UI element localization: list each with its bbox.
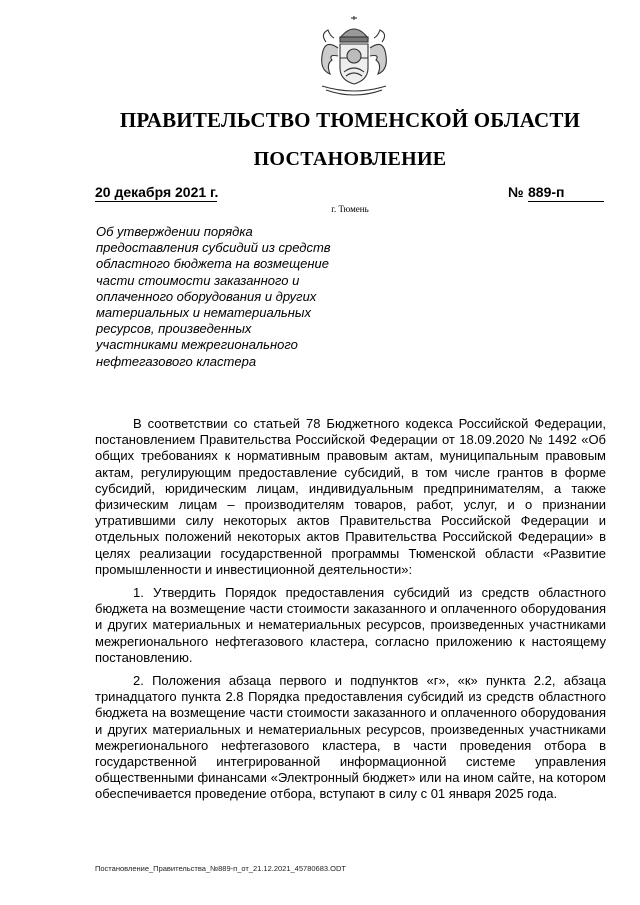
subject-line: Об утверждении порядка	[96, 224, 253, 239]
document-subject	[96, 224, 366, 370]
subject-line: нефтегазового кластера	[96, 353, 257, 369]
subject-line: материальных и нематериальных	[96, 305, 311, 321]
document-type-heading: ПОСТАНОВЛЕНИЕ	[253, 148, 447, 170]
subject-line: областного бюджета на возмещение	[96, 256, 329, 272]
preamble-paragraph: В соответствии со статьей 78 Бюджетного кодекса Российской Федерации, постановлением Правительства Российской Федерации от 18.09.2020 № 1492 «Об общих требованиях к нормативным правовым актам, муниципальным правовым актам, регулирующим предоставление субсидий, в том числе грантов в форме субсидий, юридическим лицам, индивидуальным предпринимателям, а также физическим лицам – производителям товаров, работ, услуг, и о признании утратившими силу некоторых актов Правительства Российской Федерации и отдельных положений некоторых актов Правительства Российской Федерации» в целях реализации государственной программы Тюменской области «Развитие промышленности и инвестиционной деятельности»:	[95, 416, 606, 577]
footer-filename: Постановление_Правительства_№889-п_от_21.12.2021_45780683.ODT	[95, 864, 346, 873]
item-1-paragraph: 1. Утвердить Порядок предоставления субсидий из средств областного бюджета на возмещение части стоимости заказанного и оплаченного оборудования и других материальных и нематериальных ресурсов, произведенных участниками межрегионального нефтегазового кластера, согласно приложению к настоящему постановлению.	[95, 585, 606, 665]
coat-of-arms-tyumen-icon	[310, 16, 398, 102]
subject-line: предоставления субсидий из средств	[96, 240, 331, 256]
document-date: 20 декабря 2021 г.	[95, 184, 219, 200]
item-2-paragraph: 2. Положения абзаца первого и подпунктов «г», «к» пункта 2.2, абзаца тринадцатого пункта 2.8 Порядка предоставления субсидий из средств областного бюджета на возмещение части стоимости заказанного и оплаченного оборудования и других материальных и нематериальных ресурсов, произведенных участниками межрегионального нефтегазового кластера, в части проведения отбора в государственной интегрированной информационной системе управления общественными финансами «Электронный бюджет» или на ином сайте, на котором обеспечивается проведение отбора, вступают в силу с 01 января 2025 года.	[95, 673, 606, 802]
government-title: ПРАВИТЕЛЬСТВО ТЮМЕНСКОЙ ОБЛАСТИ	[119, 108, 581, 132]
subject-line: оплаченного оборудования и других	[96, 288, 317, 304]
document-number: 889-п	[528, 184, 604, 202]
city-label: г. Тюмень	[331, 204, 369, 214]
subject-line: части стоимости заказанного и	[96, 272, 300, 288]
subject-line: участниками межрегионального	[96, 337, 298, 353]
subject-line: ресурсов, произведенных	[96, 321, 252, 337]
document-body	[95, 416, 606, 810]
number-sign: №	[508, 184, 524, 200]
